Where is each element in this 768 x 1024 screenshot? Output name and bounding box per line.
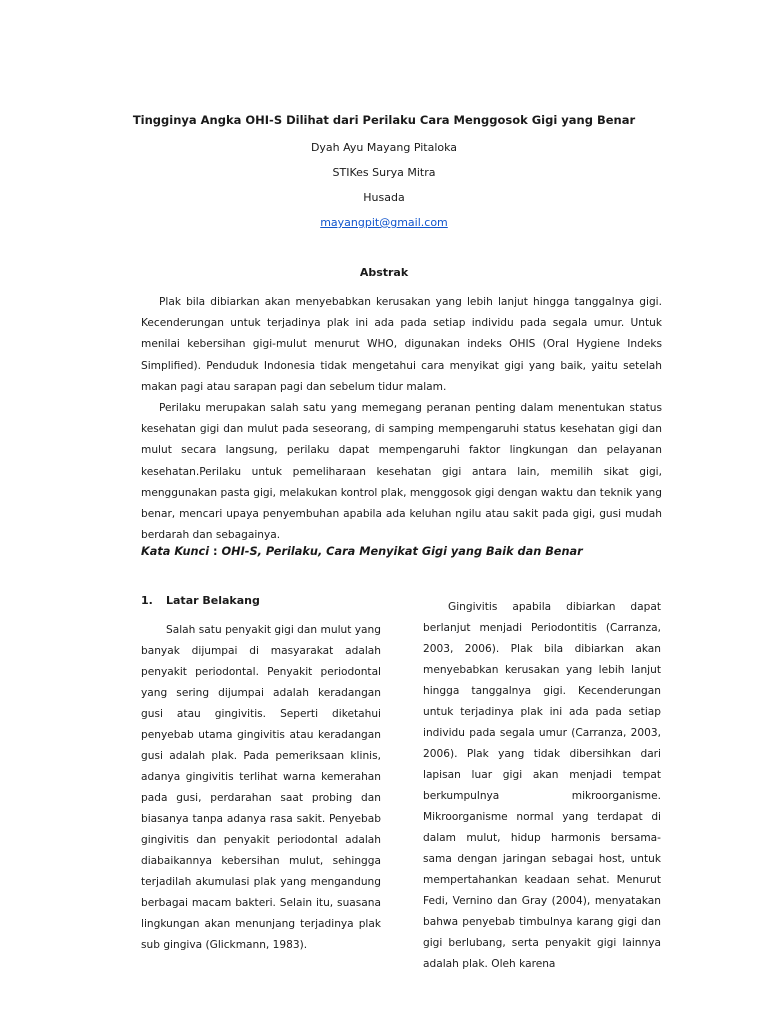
keywords-text: OHI-S, Perilaku, Cara Menyikat Gigi yang Baik dan Benar — [221, 545, 583, 558]
author-email-link[interactable]: mayangpit@gmail.com — [320, 216, 448, 229]
keywords-line — [141, 545, 583, 558]
keywords-separator: : — [209, 545, 222, 558]
section-heading — [141, 594, 260, 607]
institution-line-2: Husada — [363, 191, 405, 204]
abstract-heading: Abstrak — [359, 266, 409, 279]
keywords-label: Kata Kunci — [141, 545, 210, 558]
abstract-paragraph-2: Perilaku merupakan salah satu yang memegang peranan penting dalam menentukan status kesehatan gigi dan mulut pada seseorang, di samping mempengaruhi status kesehatan gigi dan mulut secara langsung, perilaku dapat mempengaruhi faktor lingkungan dan pelayanan kesehatan.Perilaku untuk pemeliharaan kesehatan gigi antara lain, memilih sikat gigi, menggunakan pasta gigi, melakukan kontrol plak, menggosok gigi dengan waktu dan teknik yang benar, mencari upaya penyembuhan apabila ada keluhan ngilu atau sakit pada gigi, gusi mudah berdarah dan sebagainya. — [141, 402, 662, 542]
section-left-column: Salah satu penyakit gigi dan mulut yang banyak dijumpai di masyarakat adalah penyakit periodontal. Penyakit periodontal yang sering dijumpai adalah keradangan gusi atau gingivitis. Seperti diketahui penyebab utama gingivitis atau keradangan gusi adalah plak. Pada pemeriksaan klinis, adanya gingivitis terlihat warna kemerahan pada gusi, perdarahan saat probing dan biasanya tanpa adanya rasa sakit. Penyebab gingivitis dan penyakit periodontal adalah diabaikannya kebersihan mulut, sehingga terjadilah akumulasi plak yang mengandung berbagai macam bakteri. Selain itu, suasana lingkungan akan menunjang terjadinya plak sub gingiva (Glickmann, 1983). — [141, 624, 381, 951]
institution-line-1: STIKes Surya Mitra — [332, 166, 436, 179]
paper-title: Tingginya Angka OHI-S Dilihat dari Perilaku Cara Menggosok Gigi yang Benar — [132, 113, 636, 127]
section-title: Latar Belakang — [166, 594, 260, 607]
section-right-column: Gingivitis apabila dibiarkan dapat berlanjut menjadi Periodontitis (Carranza, 2003, 2006). Plak bila dibiarkan akan menyebabkan kerusakan yang lebih lanjut hingga tanggalnya gigi. Kecenderungan untuk terjadinya plak ini ada pada setiap individu pada segala umur (Carranza, 2003, 2006). Plak yang tidak dibersihkan dari lapisan luar gigi akan menjadi tempat berkumpulnya mikroorganisme. Mikroorganisme normal yang terdapat di dalam mulut, hidup harmonis bersama-sama dengan jaringan sebagai host, untuk mempertahankan keadaan sehat. Menurut Fedi, Vernino dan Gray (2004), menyatakan bahwa penyebab timbulnya karang gigi dan gigi berlubang, serta penyakit gigi lainnya adalah plak. Oleh karena — [423, 601, 661, 970]
author-name: Dyah Ayu Mayang Pitaloka — [310, 141, 458, 154]
abstract-paragraph-1: Plak bila dibiarkan akan menyebabkan kerusakan yang lebih lanjut hingga tanggalnya gigi. Kecenderungan untuk terjadinya plak ini ada pada setiap individu pada segala umur. Untuk menilai kebersihan gigi-mulut menurut WHO, digunakan indeks OHIS (Oral Hygiene Indeks Simplified). Penduduk Indonesia tidak mengetahui cara menyikat gigi yang baik, yaitu setelah makan pagi atau sarapan pagi dan sebelum tidur malam. — [141, 296, 662, 393]
email-container — [0, 216, 768, 229]
section-number: 1. — [141, 594, 153, 607]
